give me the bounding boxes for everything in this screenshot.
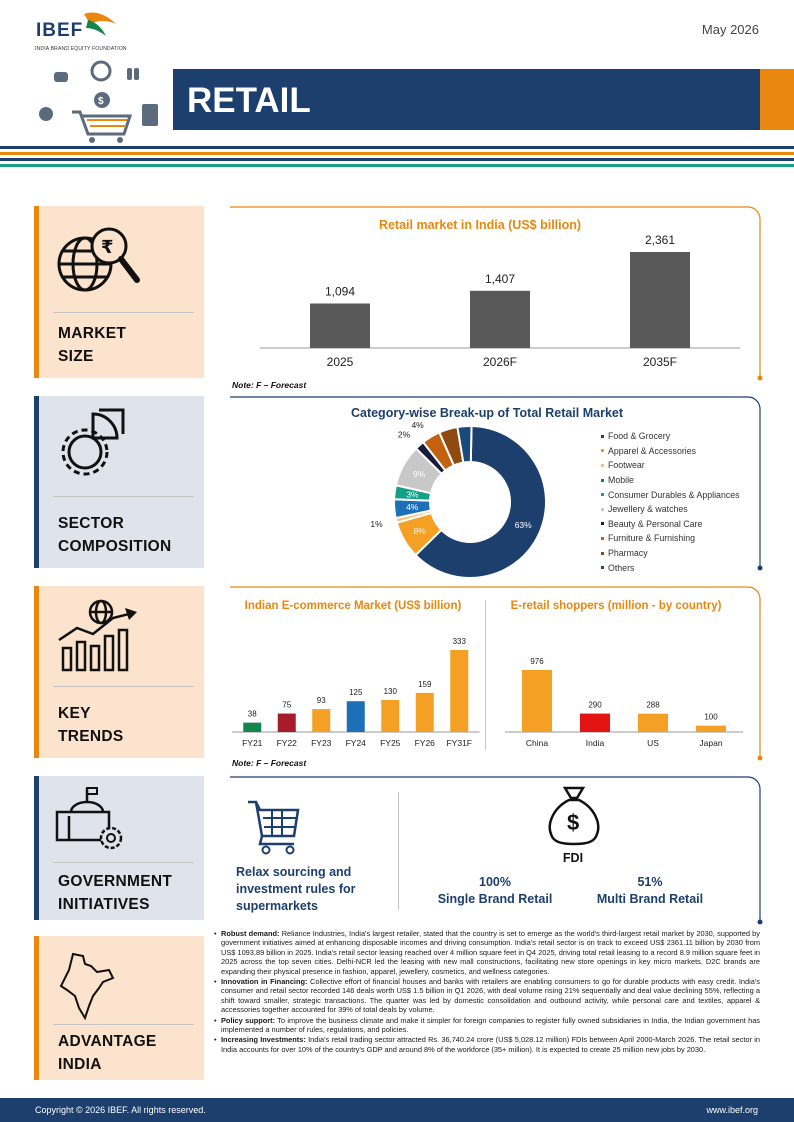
section-sector-composition [34,396,204,568]
section-government-initiatives [34,776,204,920]
chart-title-ecommerce: Indian E-commerce Market (US$ billion) [244,600,462,612]
tick-label: Japan [699,738,723,748]
advantage-bullet [214,1016,760,1035]
legend-label: Mobile [608,475,634,486]
tick-label: FY21 [242,738,263,748]
legend-swatch [601,522,604,525]
section-title: SECTOR COMPOSITION [58,515,172,555]
bar [381,700,399,732]
legend-swatch [601,537,604,540]
ecommerce-bar-chart [232,624,482,754]
section-title: KEY TRENDS [58,705,124,745]
eretail-shoppers-bar-chart [505,624,755,754]
category-breakup-donut-chart [330,420,592,580]
tick-label: FY22 [276,738,297,748]
legend-label: Footwear [608,460,645,471]
bar [450,650,468,732]
bullet-text: To improve the business climate and make it simpler for foreign companies to register fully owned subsidiaries in India, the Indian government has implemented a number of rules, regulations, and policies. [221,1015,760,1035]
data-label: 100 [704,712,718,722]
legend-swatch [601,449,604,452]
gov-divider [398,792,399,910]
legend-item [601,487,740,502]
legend-label: Consumer Durables & Appliances [608,489,740,500]
legend-swatch [601,435,604,438]
section-advantage-india [34,936,204,1080]
data-label: 1,094 [324,284,356,299]
section-title: MARKET SIZE [58,325,127,365]
legend-item [601,531,740,546]
legend-label: Jewellery & watches [608,504,688,515]
tick-label: US [647,738,659,748]
single-brand-retail: 100% Single Brand Retail [437,875,553,906]
data-label: 976 [530,657,544,666]
data-label: 1,407 [484,271,516,286]
section-title: ADVANTAGE INDIA [58,1033,157,1073]
tick-label: FY26 [414,738,435,748]
legend-item [601,458,740,473]
svg-text:$: $ [567,810,580,835]
bar [243,723,261,732]
section-market-size [34,206,204,378]
tick-label: FY24 [345,738,366,748]
legend-label: Furniture & Furnishing [608,533,696,544]
legend-item [601,444,740,459]
copyright: Copyright © 2026 IBEF. All rights reserved. [35,1105,206,1115]
data-label: 38 [247,709,257,719]
advantage-bullet [214,1035,760,1054]
section-key-trends [34,586,204,758]
data-label: 75 [282,700,292,710]
divider-stripe [0,164,794,167]
bar [638,714,668,732]
chart-title-category-breakup: Category-wise Break-up of Total Retail Market [350,406,624,420]
tick-label: 2025 [326,355,354,369]
bar [310,304,370,348]
divider-stripe [0,158,794,161]
bar [312,709,330,732]
bullet-heading: Innovation in Financing: [221,977,308,987]
india-map-icon [59,952,115,1020]
bullet-text: Reliance Industries, India's largest retailer, stated that the country is set to emerge as the world's third-largest retail market by 2030, supported by government initiatives aimed at enhancing disposable incomes and driving consumption. India's retail sector is on track to exceed US$ 2361.11 billion by 2030 from US$ 1093.89 billion in 2025. India's retail sector leasing reached over 4 million square feet in Q4 2025, driving total retail leasing to a record 8.9 million square feet in 2025 across the top seven cities. Delhi-NCR led the leasing with new mall constructions, facilitating new store openings in key micro markets. D2C brands are expanding their physical presence in fashion, apparel, jewellery, cosmetics, and wellness categories. [221,929,760,976]
bullet-text: Collective effort of financial houses and banks with retailers are enabling consumers to go for durable products with easy credit. India's consumer and retail sector recorded 146 deals worth US$ 1.5 billion in Q1 2026, with deal volume rising 21% sequentially and deal value declining 55%, reflecting a shift toward smaller, strategic transactions. The quarter was led by domestic consolidation and outbound activity, while personal care and textiles, apparel & accessories together accounted for 39% of total deals by volume. [221,977,760,1015]
legend-item [601,560,740,575]
legend-label: Pharmacy [608,548,648,559]
bar [347,701,365,732]
page-title: RETAIL [187,81,311,120]
legend-swatch [601,552,604,555]
legend-label: Beauty & Personal Care [608,518,703,529]
advantage-bullet [214,977,760,1015]
data-label: 333 [452,637,466,646]
legend-item [601,473,740,488]
bar [580,714,610,732]
title-accent [760,69,794,130]
tick-label: India [585,738,605,748]
bullet-text: India's retail trading sector attracted Rs. 36,740.24 crore (US$ 5,028.12 million) FDIs between April 2000-March 2026. The retail sector in India accounts for over 10% of the country's GDP and around 8% of the workforce (35+ million). It is expected to create 25 million new jobs by 2030. [221,1035,760,1054]
legend-item [601,546,740,561]
divider-stripe [0,152,794,155]
tick-label: 2026F [482,355,518,369]
multi-brand-retail: 51% Multi Brand Retail [596,875,704,906]
sourcing-rules-text: Relax sourcing and investment rules for supermarkets [236,865,356,913]
logo-subtitle: INDIA BRAND EQUITY FOUNDATION [35,46,127,52]
slice-label: 3% [406,489,419,500]
slice-label: 9% [413,469,426,480]
globe-search-rupee-icon [55,222,145,302]
fdi-label: FDI [562,851,584,865]
slice-label: 4% [411,420,424,430]
tick-label: FY25 [380,738,401,748]
legend-item [601,517,740,532]
legend-item [601,502,740,517]
tick-label: FY31F [446,738,473,748]
bar [416,693,434,732]
legend-swatch [601,479,604,482]
report-date: May 2026 [701,22,759,37]
slice-label: 2% [397,429,411,440]
bar [630,252,690,348]
divider-stripe [0,146,794,149]
data-label: 290 [588,700,602,710]
section-divider [53,686,194,687]
legend-swatch [601,464,604,467]
chart-note: Note: F – Forecast [232,758,307,768]
title-bar [173,69,760,130]
government-building-gear-icon [53,784,133,854]
legend-label: Apparel & Accessories [608,445,697,456]
data-label: 125 [349,688,363,698]
advantage-india-list [214,929,760,1055]
slice-label: 1% [370,518,383,529]
bar [696,726,726,732]
bar [522,670,552,732]
shopping-cart-icon [246,798,302,856]
tick-label: FY23 [311,738,332,748]
chart-title-retail-market: Retail market in India (US$ billion) [378,218,582,232]
money-bag-icon [543,784,605,846]
logo-text: IBEF [36,20,84,41]
section-divider [53,1024,194,1025]
slice-label: 4% [406,502,419,513]
bar [278,714,296,732]
slice-label [432,420,445,421]
section-divider [53,312,194,313]
retail-market-bar-chart [260,232,750,374]
data-label: 130 [383,686,397,696]
legend-item [601,429,740,444]
bullet-heading: Increasing Investments: [221,1035,306,1045]
data-label: 2,361 [644,233,676,247]
data-label: 288 [646,700,660,710]
chart-divider [485,600,486,750]
legend-swatch [601,493,604,496]
chart-title-eretail-shoppers: E-retail shoppers (million - by country) [510,600,722,612]
chart-note: Note: F – Forecast [232,380,307,390]
slice-label: 8% [413,526,426,537]
section-title: GOVERNMENT INITIATIVES [58,873,173,913]
footer [0,1098,794,1122]
data-label: 93 [316,696,326,706]
svg-text:₹: ₹ [101,237,114,258]
bar [470,291,530,348]
bullet-heading: Policy support: [221,1015,276,1025]
legend-label: Others [608,562,635,573]
website-link[interactable]: www.ibef.org [706,1105,758,1115]
legend-swatch [601,508,604,511]
tick-label: China [525,738,549,748]
donut-legend [601,429,740,575]
bullet-heading: Robust demand: [221,929,280,938]
gear-pie-chart-icon [53,408,135,484]
legend-label: Food & Grocery [608,431,671,442]
svg-text:$: $ [98,96,104,107]
advantage-bullet [214,929,760,976]
section-divider [53,862,194,863]
slice-label: 63% [514,520,532,531]
globe-growth-chart-icon [55,598,145,672]
section-divider [53,496,194,497]
tick-label: 2035F [642,355,678,369]
data-label: 159 [418,679,432,689]
legend-swatch [601,566,604,569]
